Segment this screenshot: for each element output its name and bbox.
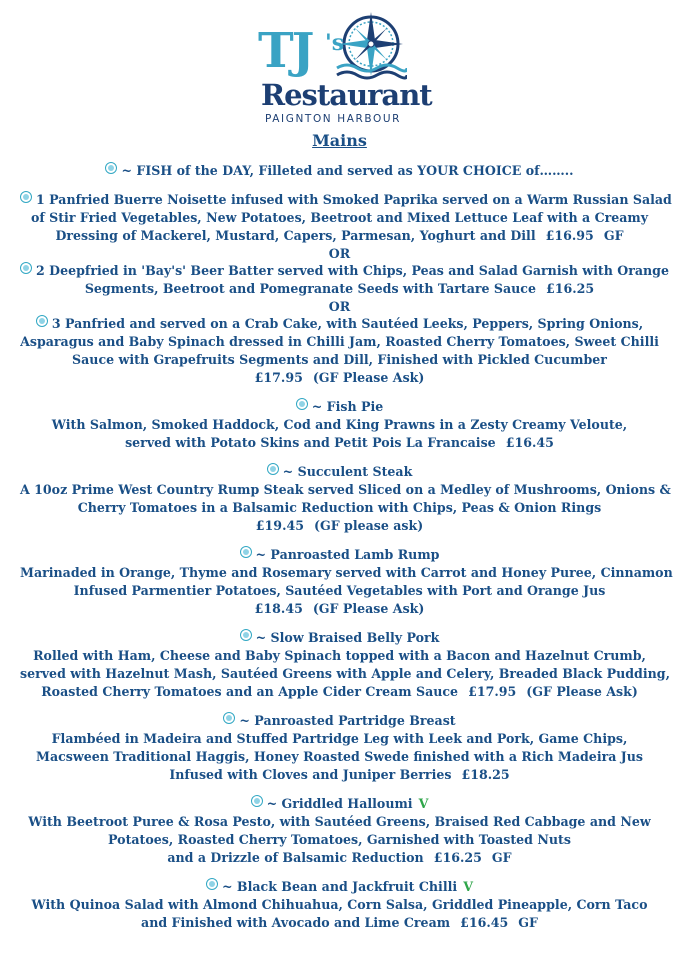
sea-bullet-icon	[240, 629, 252, 641]
fish-option-2-line: 2 Deepfried in 'Bay's' Beer Batter served with Chips, Peas and Salad Garnish with Orange	[20, 262, 659, 280]
compass-icon	[335, 10, 407, 82]
fish-option-3-line: Asparagus and Baby Spinach dressed in Chilli Jam, Roasted Cherry Tomatoes, Sweet Chilli	[20, 334, 659, 349]
sea-bullet-icon	[251, 795, 263, 807]
sea-bullet-icon	[240, 546, 252, 558]
sea-bullet-icon	[206, 878, 218, 890]
dish-description: With Beetroot Puree & Rosa Pesto, with Sautéed Greens, Braised Red Cabbage and New	[28, 814, 651, 829]
logo-location: PAIGNTON HARBOUR	[265, 113, 402, 125]
price: £16.95	[545, 228, 594, 243]
dietary-note: (GF Please Ask)	[526, 684, 638, 699]
fish-option-1-line: 1 Panfried Buerre Noisette infused with Smoked Paprika served on a Warm Russian Salad	[20, 191, 659, 209]
dietary-note: (GF Please Ask)	[312, 370, 425, 385]
dish-description: Marinaded in Orange, Thyme and Rosemary served with Carrot and Honey Puree, Cinnamon	[20, 565, 673, 580]
menu-content	[20, 130, 673, 932]
sea-bullet-icon	[267, 463, 279, 475]
dish-title: ~ Panroasted Partridge Breast	[20, 712, 659, 730]
dish-description: Rolled with Ham, Cheese and Baby Spinach topped with a Bacon and Hazelnut Crumb,	[33, 648, 646, 663]
dish-description: served with Hazelnut Mash, Sautéed Greens with Apple and Celery, Breaded Black Pudding,	[20, 666, 670, 681]
or-separator: OR	[328, 246, 351, 261]
dish-description: Roasted Cherry Tomatoes and an Apple Cider Cream Sauce £17.95 (GF Please Ask)	[41, 684, 638, 699]
dietary-note: (GF Please Ask)	[312, 601, 425, 616]
fish-option-2-line: Segments, Beetroot and Pomegranate Seeds with Tartare Sauce £16.25	[84, 281, 595, 296]
dietary-note: GF	[518, 915, 538, 930]
logo-brand-suffix: 's	[325, 30, 345, 56]
dish-steak	[20, 463, 671, 535]
price-line	[20, 517, 659, 535]
dish-description: and a Drizzle of Balsamic Reduction £16.25 GF	[167, 850, 512, 865]
dish-belly-pork	[20, 629, 670, 701]
dish-title: ~ Succulent Steak	[20, 463, 659, 481]
vegetarian-mark: V	[418, 796, 429, 811]
dish-title: ~ Panroasted Lamb Rump	[20, 546, 659, 564]
dish-title: ~ Black Bean and Jackfruit Chilli V	[20, 878, 659, 896]
dietary-note: GF	[491, 850, 512, 865]
dish-title: ~ FISH of the DAY, Filleted and served as YOUR CHOICE of……..	[20, 162, 659, 180]
price: £18.45	[254, 601, 303, 616]
dish-description: Potatoes, Roasted Cherry Tomatoes, Garnished with Toasted Nuts	[108, 832, 571, 847]
dish-description: A 10oz Prime West Country Rump Steak served Sliced on a Medley of Mushrooms, Onions &	[20, 482, 671, 497]
vegetarian-mark: V	[463, 879, 473, 894]
restaurant-logo	[255, 8, 432, 128]
price: £16.25	[433, 850, 482, 865]
logo-name: Restaurant	[261, 78, 432, 112]
dietary-note: (GF please ask)	[313, 518, 424, 533]
fish-of-the-day	[20, 162, 672, 387]
price: £16.45	[460, 915, 509, 930]
dish-title: ~ Fish Pie	[20, 398, 659, 416]
dish-description: With Quinoa Salad with Almond Chihuahua, Corn Salsa, Griddled Pineapple, Corn Taco	[31, 897, 648, 912]
dish-fish-pie	[20, 398, 659, 452]
price-line	[20, 600, 659, 618]
dish-halloumi	[20, 795, 659, 867]
fish-option-3-line: Sauce with Grapefruits Segments and Dill, Finished with Pickled Cucumber	[72, 352, 607, 367]
fish-option-3-line: 3 Panfried and served on a Crab Cake, with Sautéed Leeks, Peppers, Spring Onions,	[20, 315, 659, 333]
fish-option-1-line: of Stir Fried Vegetables, New Potatoes, Beetroot and Mixed Lettuce Leaf with a Creamy	[30, 210, 649, 225]
dish-description: Cherry Tomatoes in a Balsamic Reduction with Chips, Peas & Onion Rings	[77, 500, 602, 515]
sea-bullet-icon	[223, 712, 235, 724]
sea-bullet-icon	[36, 315, 48, 327]
sea-bullet-icon	[20, 191, 32, 203]
price: £17.95	[468, 684, 517, 699]
dietary-note: GF	[603, 228, 624, 243]
price: £19.45	[255, 518, 304, 533]
dish-description: Infused with Cloves and Juniper Berries £18.25	[169, 767, 510, 782]
price: £16.25	[545, 281, 595, 296]
dish-description: Macsween Traditional Haggis, Honey Roasted Swede finished with a Rich Madeira Jus	[36, 749, 643, 764]
section-title: Mains	[312, 131, 367, 150]
price: £17.95	[254, 370, 303, 385]
dish-partridge	[20, 712, 659, 784]
dish-description: Infused Parmentier Potatoes, Sautéed Vegetables with Port and Orange Jus	[73, 583, 606, 598]
dish-lamb	[20, 546, 673, 618]
sea-bullet-icon	[105, 162, 117, 174]
logo-brand: TJ	[258, 23, 313, 79]
price-line	[20, 369, 659, 387]
fish-option-1-line: Dressing of Mackerel, Mustard, Capers, Parmesan, Yoghurt and Dill £16.95 GF	[55, 228, 624, 243]
or-separator: OR	[328, 299, 351, 314]
price: £16.45	[505, 435, 554, 450]
dish-title: ~ Griddled Halloumi V	[20, 795, 659, 813]
dish-description: With Salmon, Smoked Haddock, Cod and King Prawns in a Zesty Creamy Veloute,	[51, 417, 628, 432]
dish-description: and Finished with Avocado and Lime Cream £16.45 GF	[141, 915, 538, 930]
dish-description: Flambéed in Madeira and Stuffed Partridge Leg with Leek and Pork, Game Chips,	[51, 731, 628, 746]
sea-bullet-icon	[296, 398, 308, 410]
sea-bullet-icon	[20, 262, 32, 274]
dish-chilli	[20, 878, 659, 932]
dish-description: served with Potato Skins and Petit Pois La Francaise £16.45	[125, 435, 554, 450]
price: £18.25	[461, 767, 510, 782]
dish-title: ~ Slow Braised Belly Pork	[20, 629, 659, 647]
